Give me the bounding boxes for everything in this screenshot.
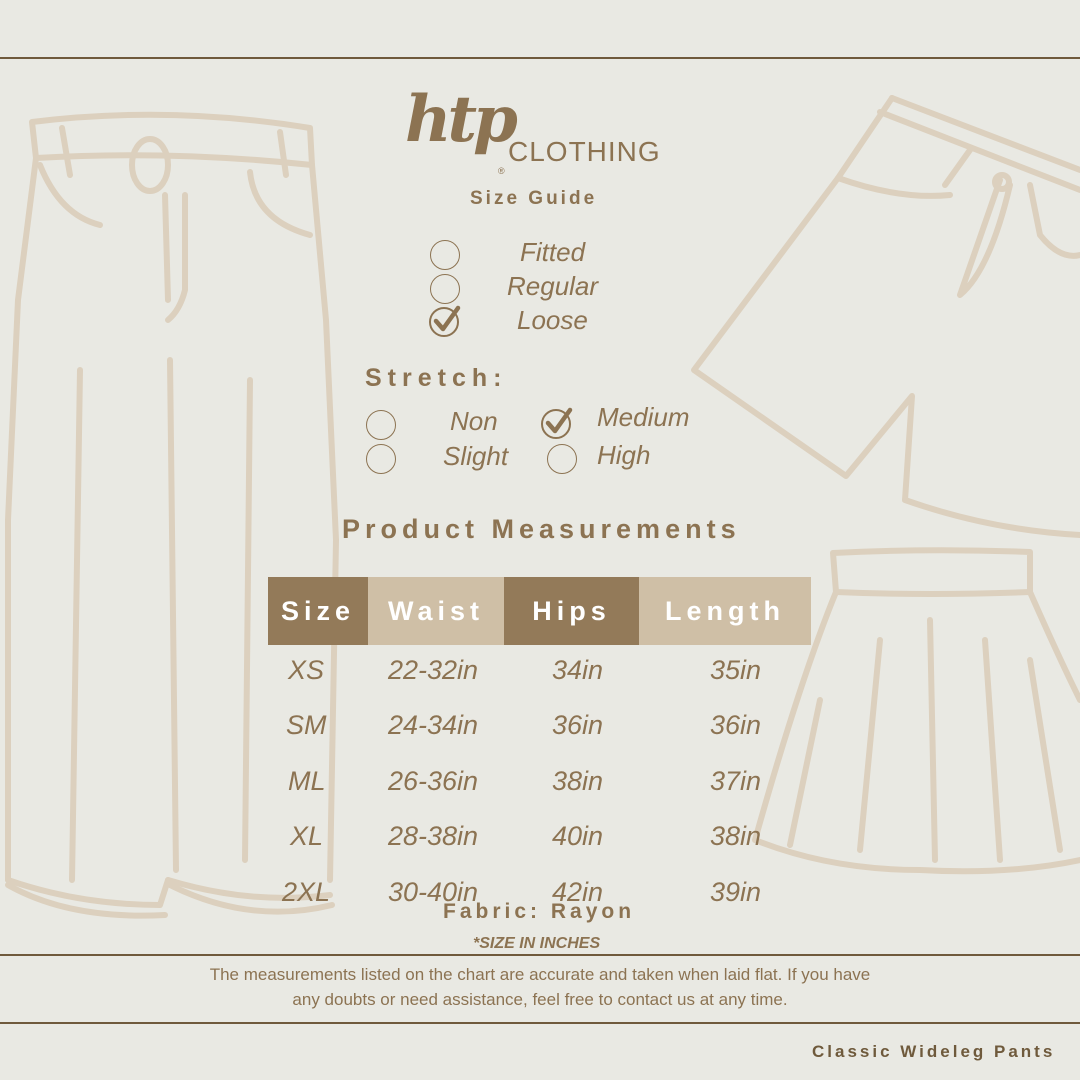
- cell-waist: 28-38in: [388, 821, 479, 851]
- fit-regular-label: Regular: [507, 271, 599, 301]
- brand-wordmark: CLOTHING: [508, 136, 661, 167]
- cell-waist: 26-36in: [388, 766, 479, 796]
- bottom-rule: [0, 1022, 1080, 1024]
- fabric-label: Fabric: Rayon: [443, 900, 636, 923]
- cell-hips: 38in: [552, 766, 604, 796]
- top-sketch: [694, 98, 1080, 535]
- cell-waist: 22-32in: [388, 655, 479, 685]
- disclaimer-line-2: any doubts or need assistance, feel free to contact us at any time.: [292, 990, 788, 1009]
- top-rule: [0, 57, 1080, 59]
- cell-length: 37in: [710, 766, 762, 796]
- cell-hips: 34in: [552, 655, 604, 685]
- size-guide-title: Size Guide: [470, 188, 598, 209]
- stretch-high-radio[interactable]: [547, 444, 577, 474]
- stretch-medium-label: Medium: [597, 402, 690, 432]
- cell-waist: 30-40in: [388, 877, 479, 907]
- fit-loose-label: Loose: [517, 305, 588, 335]
- header-hips: Hips: [504, 577, 639, 645]
- stretch-slight-radio[interactable]: [366, 444, 396, 474]
- cell-length: 36in: [710, 710, 762, 740]
- cell-size: 2XL: [282, 877, 331, 907]
- cell-hips: 36in: [552, 710, 604, 740]
- disclaimer-text: [140, 962, 940, 1012]
- disclaimer-line-1: The measurements listed on the chart are accurate and taken when laid flat. If you have: [209, 965, 871, 984]
- cell-length: 38in: [710, 821, 762, 851]
- stretch-high-label: High: [597, 440, 651, 470]
- product-measurements-title: Product Measurements: [342, 514, 741, 544]
- fit-loose-checked-icon[interactable]: [428, 304, 462, 338]
- cell-size: ML: [288, 766, 326, 796]
- cell-waist: 24-34in: [388, 710, 479, 740]
- brand-logo-mark: htp: [405, 82, 514, 157]
- stretch-medium-checked-icon[interactable]: [540, 406, 574, 440]
- cell-hips: 42in: [552, 877, 604, 907]
- cell-size: XS: [288, 655, 325, 685]
- cell-size: XL: [290, 821, 324, 851]
- middle-rule: [0, 954, 1080, 956]
- header-length: Length: [639, 577, 811, 645]
- stretch-non-label: Non: [450, 406, 498, 436]
- header-waist: Waist: [368, 577, 504, 645]
- stretch-non-radio[interactable]: [366, 410, 396, 440]
- cell-size: SM: [286, 710, 327, 740]
- fit-fitted-radio[interactable]: [430, 240, 460, 270]
- fit-regular-radio[interactable]: [430, 274, 460, 304]
- fit-fitted-label: Fitted: [520, 237, 586, 267]
- header-size: Size: [268, 577, 368, 645]
- cell-length: 39in: [710, 877, 762, 907]
- product-name: Classic Wideleg Pants: [812, 1042, 1056, 1061]
- pants-sketch: [8, 115, 336, 916]
- registered-mark: ®: [498, 166, 505, 176]
- stretch-slight-label: Slight: [443, 441, 509, 471]
- cell-length: 35in: [710, 655, 762, 685]
- stretch-title: Stretch:: [365, 364, 508, 392]
- size-unit-note: *SIZE IN INCHES: [473, 935, 601, 952]
- cell-hips: 40in: [552, 821, 604, 851]
